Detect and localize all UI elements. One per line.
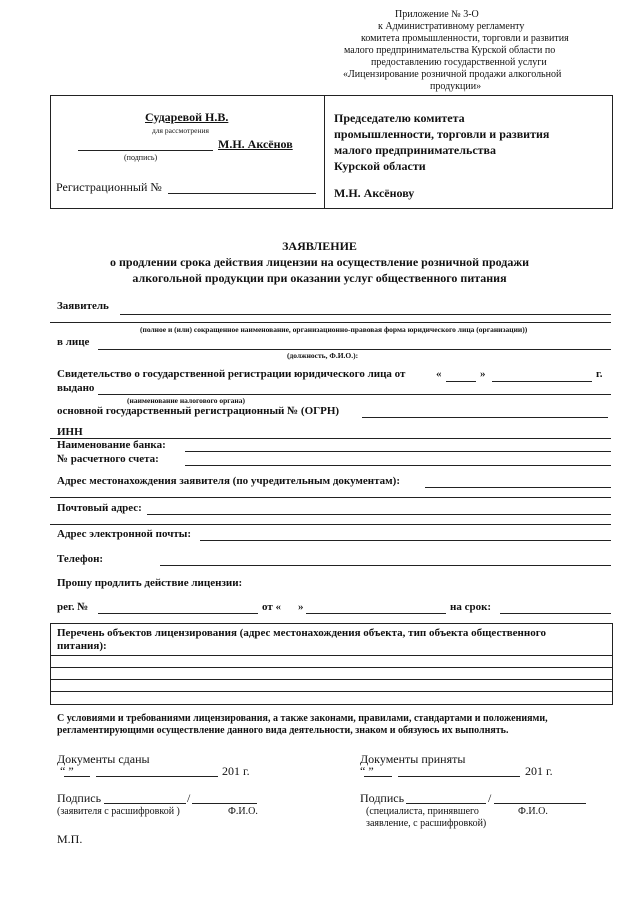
accepted-month-field[interactable] bbox=[398, 776, 520, 777]
applicant-field[interactable] bbox=[120, 314, 611, 315]
objects-header-line-1: Перечень объектов лицензирования (адрес местонахождения объекта, тип объекта общественного bbox=[57, 627, 546, 639]
account-field[interactable] bbox=[185, 465, 611, 466]
certificate-label: Свидетельство о государственной регистрации юридического лица от bbox=[57, 368, 406, 380]
applicant-sign-field[interactable] bbox=[104, 803, 186, 804]
accepted-year: 201 г. bbox=[525, 764, 553, 778]
registration-field[interactable] bbox=[168, 193, 316, 194]
in-person-field[interactable] bbox=[98, 349, 611, 350]
submitted-year: 201 г. bbox=[222, 764, 250, 778]
appendix-line-3: комитета промышленности, торговли и развития bbox=[361, 33, 569, 44]
appendix-line-6: «Лицензирование розничной продажи алкогольной bbox=[343, 69, 562, 80]
addressee-line-3: малого предпринимательства bbox=[334, 143, 497, 157]
objects-row-line[interactable] bbox=[50, 655, 612, 656]
reg-no-field[interactable] bbox=[98, 613, 258, 614]
appendix-line-2: к Административному регламенту bbox=[378, 21, 525, 32]
email-field[interactable] bbox=[200, 540, 611, 541]
legal-address-field[interactable] bbox=[425, 487, 611, 488]
submitted-month-field[interactable] bbox=[96, 776, 218, 777]
title-line-2: о продлении срока действия лицензии на осуществление розничной продажи bbox=[109, 255, 529, 269]
objects-row-line[interactable] bbox=[50, 679, 612, 680]
objects-row-line[interactable] bbox=[50, 667, 612, 668]
specialist-fio-hint: Ф.И.О. bbox=[518, 806, 548, 817]
from-date-label: от « bbox=[262, 601, 282, 613]
addressee-line-1: Председателю комитета bbox=[334, 111, 465, 125]
docs-accepted-label: Документы приняты bbox=[360, 752, 466, 766]
signer-name: М.Н. Аксёнов bbox=[218, 137, 293, 151]
docs-submitted-label: Документы сданы bbox=[57, 752, 150, 766]
term-field[interactable] bbox=[500, 613, 611, 614]
specialist-sign-slash: / bbox=[488, 791, 492, 805]
issued-label: выдано bbox=[57, 382, 95, 394]
account-label: № расчетного счета: bbox=[57, 453, 159, 465]
addressee-line-2: промышленности, торговли и развития bbox=[334, 127, 550, 141]
for-review-label: для рассмотрения bbox=[152, 126, 209, 135]
in-person-hint: (должность, Ф.И.О.): bbox=[287, 351, 359, 360]
signature-line[interactable] bbox=[78, 150, 213, 151]
signature-hint: (подпись) bbox=[124, 153, 158, 162]
specialist-hint-line-2: заявление, с расшифровкой) bbox=[366, 818, 487, 829]
applicant-sign-hint: (заявителя с расшифровкой ) bbox=[57, 806, 180, 817]
inn-label: ИНН bbox=[57, 426, 83, 438]
phone-field[interactable] bbox=[160, 565, 611, 566]
in-person-label: в лице bbox=[57, 336, 90, 348]
email-label: Адрес электронной почты: bbox=[57, 528, 192, 540]
specialist-name-field[interactable] bbox=[494, 803, 586, 804]
applicant-label: Заявитель bbox=[57, 300, 109, 312]
certificate-day-field[interactable] bbox=[446, 381, 476, 382]
from-date-field[interactable] bbox=[306, 613, 446, 614]
specialist-hint-line-1: (специалиста, принявшего bbox=[366, 806, 479, 817]
applicant-sign-label: Подпись bbox=[57, 791, 102, 805]
page-title: ЗАЯВЛЕНИЕ bbox=[282, 239, 357, 253]
legal-address-label: Адрес местонахождения заявителя (по учредительным документам): bbox=[57, 475, 401, 487]
certificate-month-field[interactable] bbox=[492, 381, 592, 382]
agreement-line-1: С условиями и требованиями лицензирования, а также законами, правилами, стандартами и положениями, bbox=[57, 713, 548, 724]
issued-hint: (наименование налогового органа) bbox=[127, 396, 245, 405]
appendix-line-4: малого предпринимательства Курской области по bbox=[344, 45, 556, 56]
reviewer-name: Сударевой Н.В. bbox=[145, 110, 229, 124]
ogrn-label: основной государственный регистрационный № (ОГРН) bbox=[57, 405, 340, 417]
legal-address-field-2[interactable] bbox=[50, 497, 611, 498]
postal-address-field[interactable] bbox=[147, 514, 611, 515]
appendix-line-7: продукции» bbox=[430, 81, 482, 92]
objects-header-line-2: питания): bbox=[57, 640, 107, 652]
registration-label: Регистрационный № bbox=[56, 180, 162, 194]
bank-label: Наименование банка: bbox=[57, 439, 166, 451]
specialist-sign-label: Подпись bbox=[360, 791, 405, 805]
stamp-label: М.П. bbox=[57, 832, 83, 846]
applicant-sign-slash: / bbox=[187, 791, 191, 805]
ogrn-field[interactable] bbox=[362, 417, 608, 418]
issued-field[interactable] bbox=[98, 394, 611, 395]
objects-row-line[interactable] bbox=[50, 691, 612, 692]
bank-field[interactable] bbox=[185, 451, 611, 452]
title-line-3: алкогольной продукции при оказании услуг общественного питания bbox=[132, 271, 507, 285]
appendix-line-1: Приложение № 3-О bbox=[395, 9, 479, 20]
phone-label: Телефон: bbox=[57, 553, 104, 565]
specialist-sign-field[interactable] bbox=[406, 803, 486, 804]
submitted-day-field[interactable] bbox=[64, 776, 90, 777]
addressee-line-4: Курской области bbox=[334, 159, 426, 173]
accepted-date-quotes: “ ” bbox=[360, 764, 374, 778]
applicant-field-2[interactable] bbox=[50, 322, 611, 323]
postal-address-label: Почтовый адрес: bbox=[57, 502, 142, 514]
applicant-fio-hint: Ф.И.О. bbox=[228, 806, 258, 817]
header-divider bbox=[324, 95, 325, 208]
agreement-line-2: регламентирующими осуществление данного вида деятельности, знаком и обязуюсь их выполнять. bbox=[57, 725, 509, 736]
accepted-day-field[interactable] bbox=[364, 776, 392, 777]
from-date-close: » bbox=[298, 601, 304, 613]
term-label: на срок: bbox=[450, 601, 492, 613]
applicant-hint: (полное и (или) сокращенное наименование, организационно-правовая форма юридического лица (организации)) bbox=[140, 325, 528, 334]
certificate-year-suffix: г. bbox=[596, 368, 603, 380]
applicant-name-field[interactable] bbox=[192, 803, 257, 804]
addressee-name: М.Н. Аксёнову bbox=[334, 186, 415, 200]
request-label: Прошу продлить действие лицензии: bbox=[57, 577, 243, 589]
postal-address-field-2[interactable] bbox=[50, 524, 611, 525]
reg-no-label: рег. № bbox=[57, 601, 89, 613]
certificate-quote-close: » bbox=[480, 368, 486, 380]
certificate-quote-open: « bbox=[436, 368, 442, 380]
appendix-line-5: предоставлению государственной услуги bbox=[371, 57, 547, 68]
submitted-date-quotes: “ ” bbox=[60, 764, 74, 778]
